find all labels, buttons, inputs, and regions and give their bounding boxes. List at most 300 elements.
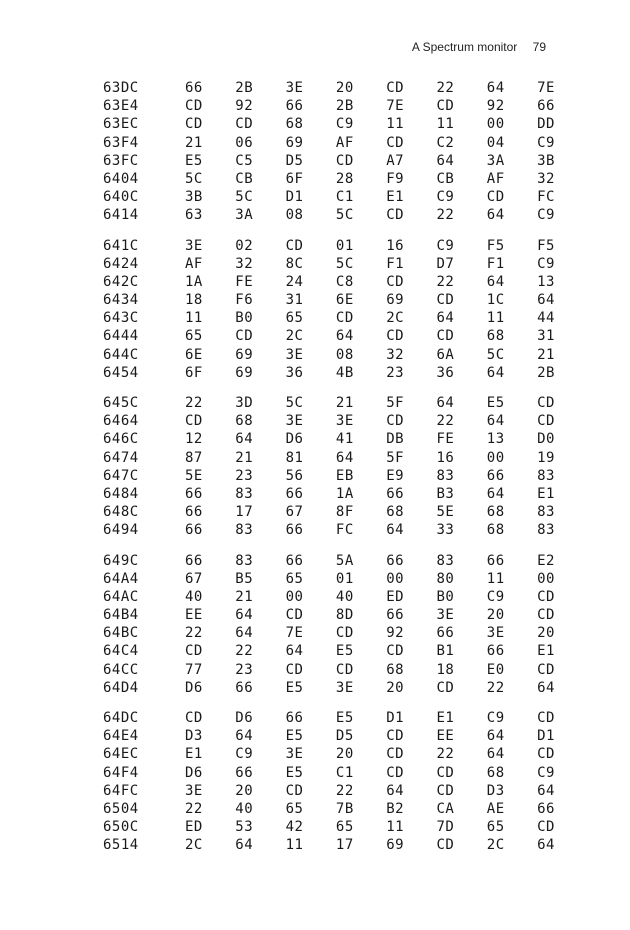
byte-cell: AF [486,170,505,187]
address-cell: 64B4 [103,607,139,624]
hex-row [103,552,587,570]
byte-cell: 3B [185,189,203,206]
byte-cell: 83 [235,552,254,569]
byte-cell: 19 [537,449,555,466]
byte-cell: 64 [436,152,455,169]
byte-cell: 64 [486,728,505,745]
byte-cell: 21 [335,395,354,411]
byte-cell: 64 [235,728,254,745]
hex-row [103,570,587,588]
address-cell: 6444 [103,328,139,345]
byte-cell: 20 [335,746,354,763]
byte-cell: 8C [285,255,304,272]
byte-cell: 68 [235,413,254,430]
byte-cell: 69 [386,292,405,309]
byte-cell: 83 [235,522,254,539]
byte-cell: CD [537,710,555,726]
address-cell: 64C4 [103,643,139,660]
byte-cell: 32 [235,255,254,272]
byte-cell: 1A [335,485,354,502]
byte-cell: 2C [386,310,405,327]
byte-cell: 3E [285,346,304,363]
byte-cell: 5C [335,207,354,224]
byte-cell: 20 [335,80,354,96]
byte-cell: CD [235,328,254,345]
byte-cell: CD [537,661,555,678]
byte-cell: 64 [486,364,505,381]
byte-cell: CD [185,98,203,115]
byte-cell: 3E [185,782,203,799]
address-cell: 6424 [103,255,139,272]
byte-cell: CD [537,588,555,605]
byte-cell: 5C [285,395,304,411]
byte-cell: F1 [486,255,505,272]
byte-cell: F1 [386,255,405,272]
byte-cell: D1 [386,710,405,726]
byte-cell: 69 [235,346,254,363]
byte-cell: 7D [436,819,455,836]
byte-cell: E5 [185,152,203,169]
byte-cell: 2C [486,837,505,854]
hex-row [103,818,587,836]
byte-cell: 56 [285,467,304,484]
hex-row [103,521,587,539]
byte-cell: 64 [486,207,505,224]
hex-row [103,237,587,255]
byte-cell: CD [386,764,405,781]
byte-cell: 7E [285,625,304,642]
byte-cell: E2 [537,552,555,569]
byte-cell: 5C [235,189,254,206]
byte-cell: 66 [285,522,304,539]
byte-cell: 7E [537,80,555,96]
byte-cell: 20 [486,607,505,624]
byte-cell: FC [537,189,555,206]
byte-cell: 11 [386,819,405,836]
byte-cell: 02 [235,237,254,254]
byte-cell: D6 [235,710,254,726]
hex-block [103,552,587,698]
byte-cell: C1 [335,764,354,781]
byte-cell: 6A [436,346,455,363]
byte-cell: B1 [436,643,455,660]
hex-row [103,764,587,782]
byte-cell: CD [386,746,405,763]
hex-row [103,115,587,133]
byte-cell: C9 [537,255,555,272]
byte-cell: 3A [486,152,505,169]
byte-cell: 64 [335,328,354,345]
byte-cell: 40 [335,588,354,605]
byte-cell: 8D [335,607,354,624]
byte-cell: CD [285,607,304,624]
hex-row [103,291,587,309]
byte-cell: C9 [537,764,555,781]
hex-row [103,642,587,660]
byte-cell: 11 [436,116,455,133]
address-cell: 64DC [103,710,139,726]
byte-cell: AE [486,800,505,817]
byte-cell: EB [335,467,354,484]
byte-cell: 68 [486,504,505,521]
byte-cell: 01 [335,237,354,254]
hex-row [103,800,587,818]
byte-cell: CD [185,413,203,430]
hex-block [103,394,587,540]
address-cell: 642C [103,273,139,290]
byte-cell: 3E [335,679,354,696]
byte-cell: 00 [486,449,505,466]
byte-cell: B0 [235,310,254,327]
byte-cell: 08 [335,346,354,363]
byte-cell: 40 [235,800,254,817]
byte-cell: 5C [185,170,203,187]
byte-cell: 22 [486,679,505,696]
byte-cell: C9 [436,237,455,254]
byte-cell: 66 [436,625,455,642]
byte-cell: 5A [335,552,354,569]
byte-cell: 69 [386,837,405,854]
byte-cell: AF [335,134,354,151]
byte-cell: 64 [386,782,405,799]
byte-cell: 3E [285,413,304,430]
byte-cell: 65 [285,310,304,327]
byte-cell: E5 [486,395,505,411]
byte-cell: 36 [285,364,304,381]
address-cell: 64CC [103,661,139,678]
address-cell: 647C [103,467,139,484]
byte-cell: 64 [486,80,505,96]
byte-cell: DD [537,116,555,133]
byte-cell: 22 [436,80,455,96]
byte-cell: F6 [235,292,254,309]
byte-cell: 31 [285,292,304,309]
byte-cell: 66 [235,764,254,781]
byte-cell: C1 [335,189,354,206]
byte-cell: 42 [285,819,304,836]
byte-cell: FC [335,522,354,539]
byte-cell: CD [285,237,304,254]
byte-cell: 3E [436,607,455,624]
byte-cell: E0 [486,661,505,678]
byte-cell: 6E [335,292,354,309]
byte-cell: CD [436,782,455,799]
byte-cell: E9 [386,467,405,484]
byte-cell: CD [486,189,505,206]
byte-cell: 66 [537,98,555,115]
byte-cell: CD [537,746,555,763]
byte-cell: 11 [285,837,304,854]
hex-row [103,394,587,412]
byte-cell: D7 [436,255,455,272]
byte-cell: 66 [285,552,304,569]
byte-cell: 66 [486,552,505,569]
byte-cell: 13 [486,431,505,448]
running-head [412,40,546,54]
byte-cell: F5 [537,237,555,254]
byte-cell: 66 [486,643,505,660]
byte-cell: CD [235,116,254,133]
byte-cell: C9 [486,588,505,605]
byte-cell: A7 [386,152,405,169]
byte-cell: 5F [386,449,405,466]
byte-cell: E5 [285,728,304,745]
hex-block [103,709,587,855]
byte-cell: 41 [335,431,354,448]
hex-block [103,237,587,383]
byte-cell: 5C [335,255,354,272]
byte-cell: 69 [285,134,304,151]
byte-cell: 64 [537,679,555,696]
byte-cell: C9 [537,134,555,151]
byte-cell: 40 [185,588,203,605]
byte-cell: 92 [386,625,405,642]
address-cell: 64EC [103,746,139,763]
byte-cell: 63 [185,207,203,224]
byte-cell: CD [386,207,405,224]
byte-cell: 11 [185,310,203,327]
byte-cell: 2B [537,364,555,381]
hex-row [103,346,587,364]
hex-row [103,188,587,206]
byte-cell: 01 [335,570,354,587]
byte-cell: 1A [185,273,203,290]
byte-cell: 64 [486,413,505,430]
byte-cell: CD [386,643,405,660]
byte-cell: 64 [486,485,505,502]
byte-cell: D6 [285,431,304,448]
byte-cell: 08 [285,207,304,224]
byte-cell: E1 [386,189,405,206]
address-cell: 641C [103,237,139,254]
byte-cell: C9 [235,746,254,763]
byte-cell: 20 [386,679,405,696]
byte-cell: 18 [185,292,203,309]
byte-cell: 17 [335,837,354,854]
byte-cell: CD [386,273,405,290]
byte-cell: 31 [537,328,555,345]
byte-cell: 18 [436,661,455,678]
byte-cell: CD [436,679,455,696]
byte-cell: 11 [386,116,405,133]
byte-cell: 3E [185,237,203,254]
byte-cell: D3 [185,728,203,745]
byte-cell: 53 [235,819,254,836]
byte-cell: 66 [386,485,405,502]
byte-cell: 65 [185,328,203,345]
hex-row [103,273,587,291]
hex-listing [103,79,587,867]
byte-cell: 3E [285,80,304,96]
byte-cell: 64 [537,782,555,799]
byte-cell: CD [285,661,304,678]
byte-cell: 5E [436,504,455,521]
address-cell: 64BC [103,625,139,642]
address-cell: 6414 [103,207,139,224]
hex-row [103,79,587,97]
byte-cell: 66 [285,485,304,502]
address-cell: 63E4 [103,98,139,115]
byte-cell: 3E [285,746,304,763]
byte-cell: 22 [235,643,254,660]
byte-cell: CD [185,643,203,660]
byte-cell: 1C [486,292,505,309]
address-cell: 6504 [103,800,139,817]
byte-cell: 65 [486,819,505,836]
address-cell: 648C [103,504,139,521]
byte-cell: 23 [386,364,405,381]
byte-cell: 64 [235,837,254,854]
byte-cell: 22 [185,395,203,411]
byte-cell: 44 [537,310,555,327]
byte-cell: 00 [285,588,304,605]
byte-cell: 64 [335,449,354,466]
byte-cell: 64 [235,431,254,448]
byte-cell: CD [386,80,405,96]
byte-cell: 66 [185,485,203,502]
byte-cell: 3E [486,625,505,642]
address-cell: 640C [103,189,139,206]
byte-cell: 33 [436,522,455,539]
byte-cell: 7B [335,800,354,817]
byte-cell: 7E [386,98,405,115]
address-cell: 63EC [103,116,139,133]
byte-cell: ED [185,819,203,836]
byte-cell: 64 [486,273,505,290]
hex-row [103,503,587,521]
byte-cell: 66 [537,800,555,817]
byte-cell: E1 [537,643,555,660]
address-cell: 64FC [103,782,139,799]
byte-cell: CD [386,413,405,430]
byte-cell: CD [335,625,354,642]
address-cell: 64D4 [103,679,139,696]
byte-cell: 69 [235,364,254,381]
byte-cell: 66 [235,679,254,696]
byte-cell: CD [537,395,555,411]
byte-cell: 2B [335,98,354,115]
byte-cell: 5C [486,346,505,363]
hex-row [103,467,587,485]
byte-cell: 83 [235,485,254,502]
byte-cell: 11 [486,310,505,327]
byte-cell: 22 [436,207,455,224]
address-cell: 64E4 [103,728,139,745]
hex-row [103,485,587,503]
byte-cell: 68 [386,504,405,521]
byte-cell: 21 [235,449,254,466]
byte-cell: 21 [235,588,254,605]
hex-row [103,170,587,188]
byte-cell: 64 [235,607,254,624]
hex-row [103,255,587,273]
byte-cell: 64 [285,643,304,660]
byte-cell: CD [335,152,354,169]
byte-cell: CD [436,98,455,115]
byte-cell: EE [185,607,203,624]
byte-cell: 66 [185,80,203,96]
byte-cell: CD [185,116,203,133]
byte-cell: 68 [486,522,505,539]
byte-cell: 83 [436,552,455,569]
hex-row [103,449,587,467]
byte-cell: 83 [537,504,555,521]
hex-row [103,327,587,345]
byte-cell: 64 [537,837,555,854]
byte-cell: CD [285,782,304,799]
byte-cell: CA [436,800,455,817]
address-cell: 63DC [103,80,139,96]
byte-cell: 6F [285,170,304,187]
byte-cell: D5 [335,728,354,745]
byte-cell: 32 [386,346,405,363]
byte-cell: 2C [285,328,304,345]
byte-cell: CD [386,134,405,151]
byte-cell: CD [436,292,455,309]
byte-cell: CD [185,710,203,726]
byte-cell: CD [537,413,555,430]
byte-cell: D6 [185,679,203,696]
address-cell: 6454 [103,364,139,381]
hex-row [103,309,587,327]
byte-cell: E1 [185,746,203,763]
byte-cell: 4B [335,364,354,381]
address-cell: 6484 [103,485,139,502]
byte-cell: 5F [386,395,405,411]
byte-cell: 83 [436,467,455,484]
byte-cell: 00 [486,116,505,133]
byte-cell: 83 [537,522,555,539]
byte-cell: CD [537,607,555,624]
byte-cell: F5 [486,237,505,254]
hex-row [103,782,587,800]
hex-row [103,588,587,606]
byte-cell: 3E [335,413,354,430]
hex-row [103,727,587,745]
hex-row [103,606,587,624]
byte-cell: E1 [537,485,555,502]
byte-cell: E1 [436,710,455,726]
address-cell: 646C [103,431,139,448]
byte-cell: 66 [386,552,405,569]
byte-cell: 20 [235,782,254,799]
byte-cell: 5E [185,467,203,484]
byte-cell: 66 [285,98,304,115]
byte-cell: FE [436,431,455,448]
byte-cell: B3 [436,485,455,502]
hex-block [103,79,587,225]
byte-cell: AF [185,255,203,272]
byte-cell: F9 [386,170,405,187]
byte-cell: 28 [335,170,354,187]
byte-cell: C9 [335,116,354,133]
byte-cell: DB [386,431,405,448]
byte-cell: 6F [185,364,203,381]
byte-cell: 68 [486,328,505,345]
byte-cell: 66 [486,467,505,484]
byte-cell: 22 [185,625,203,642]
byte-cell: E5 [285,679,304,696]
address-cell: 64A4 [103,570,139,587]
byte-cell: 13 [537,273,555,290]
hex-row [103,364,587,382]
page-title: A Spectrum monitor [411,40,518,54]
byte-cell: 3A [235,207,254,224]
byte-cell: 68 [486,764,505,781]
byte-cell: CD [335,310,354,327]
byte-cell: 04 [486,134,505,151]
byte-cell: ED [386,588,405,605]
